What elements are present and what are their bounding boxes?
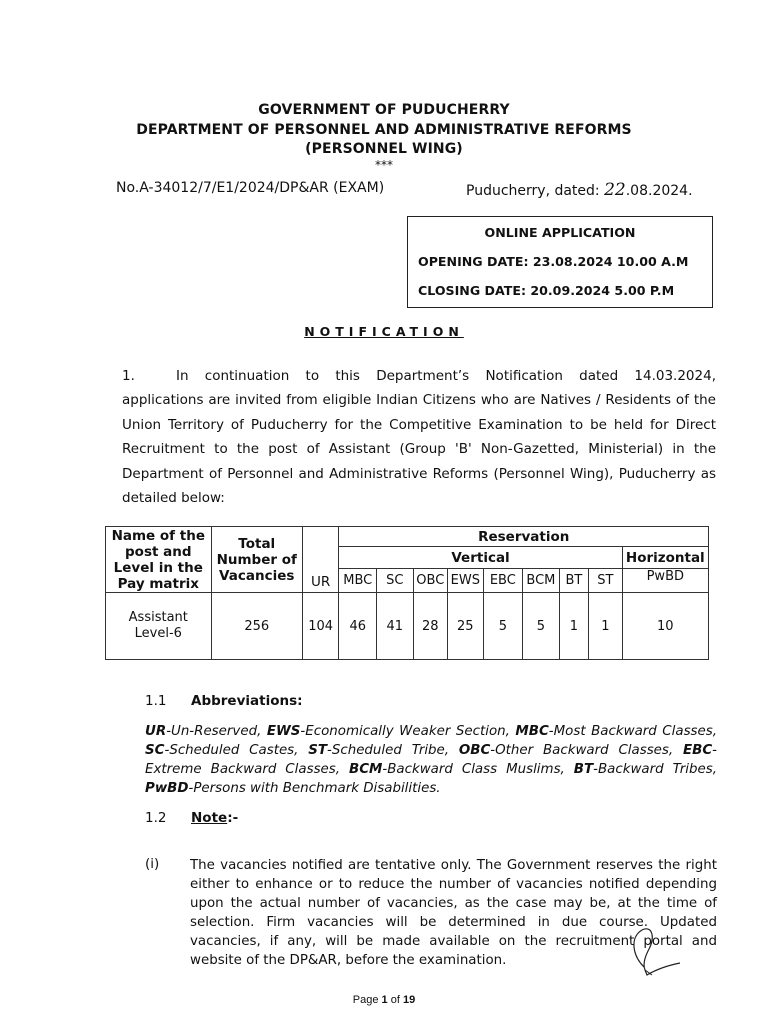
- vacancy-table: [105, 526, 709, 660]
- header-ebc: EBC: [483, 569, 523, 593]
- abbreviation-term: OBC: [458, 743, 491, 758]
- header-mbc: MBC: [339, 569, 377, 593]
- cell-ews: 25: [448, 593, 484, 660]
- abbreviation-expansion: -Extreme Backward Classes,: [145, 743, 717, 777]
- header-obc: OBC: [413, 569, 448, 593]
- abbreviation-term: EBC: [682, 743, 713, 758]
- note-title-suffix: :-: [227, 810, 239, 826]
- footer-prefix: Page: [352, 994, 382, 1006]
- section-1-1-number: 1.1: [145, 693, 167, 709]
- signature-icon: [612, 925, 692, 985]
- header-pwbd: PwBD: [622, 569, 708, 593]
- dated-prefix: Puducherry, dated:: [466, 183, 605, 199]
- footer-middle: of: [387, 994, 403, 1006]
- abbreviation-expansion: -Most Backward Classes,: [548, 724, 718, 739]
- abbreviation-expansion: -Other Backward Classes,: [490, 743, 683, 758]
- header-ews: EWS: [448, 569, 484, 593]
- header-st: ST: [589, 569, 623, 593]
- abbreviation-expansion: -Persons with Benchmark Disabilities.: [188, 781, 441, 796]
- section-1-1-title: Abbreviations:: [191, 693, 303, 709]
- abbreviation-term: ST: [308, 743, 328, 758]
- cell-st: 1: [589, 593, 623, 660]
- cell-ur: 104: [302, 593, 339, 660]
- cell-post: [106, 593, 212, 660]
- cell-mbc: 46: [339, 593, 377, 660]
- dated-rest: .08.2024.: [625, 183, 693, 199]
- header-wing: (PERSONNEL WING): [305, 141, 463, 157]
- header-separator: ***: [375, 158, 393, 172]
- abbreviation-expansion: -Un-Reserved,: [166, 724, 267, 739]
- application-box-title: ONLINE APPLICATION: [484, 225, 636, 240]
- header-post-name: Name of the post and Level in the Pay matrix: [106, 527, 212, 593]
- header-ur: UR: [302, 527, 339, 593]
- abbreviations-text: [145, 722, 717, 798]
- paragraph-number: 1.: [122, 368, 135, 384]
- dated-day-handwritten: 22: [604, 180, 626, 200]
- header-bcm: BCM: [523, 569, 560, 593]
- header-government: GOVERNMENT OF PUDUCHERRY: [258, 102, 510, 118]
- note-text: The vacancies notified are tentative only. The Government reserves the right either to enhance or to reduce the number of vacancies notified depending upon the actual number of vacancies, as the case may be, at the time of selection. Firm vacancies will be determined in due course. Updated vacancies, if any, will be made available on the recruitment portal and website of the DP&AR, before the examination.: [190, 858, 717, 968]
- cell-bcm: 5: [523, 593, 560, 660]
- opening-date: OPENING DATE: 23.08.2024 10.00 A.M: [418, 254, 689, 269]
- notification-heading: [0, 324, 768, 339]
- page-footer: [0, 994, 768, 1006]
- header-department: DEPARTMENT OF PERSONNEL AND ADMINISTRATIVE REFORMS: [136, 122, 632, 138]
- cell-obc: 28: [413, 593, 448, 660]
- paragraph-1: [122, 364, 716, 510]
- header-sc: SC: [377, 569, 414, 593]
- abbreviation-term: BT: [573, 762, 594, 777]
- cell-ebc: 5: [483, 593, 523, 660]
- header-reservation: Reservation: [339, 527, 709, 547]
- header-total-vacancies: Total Number of Vacancies: [211, 527, 302, 593]
- abbreviation-expansion: -Scheduled Tribe,: [327, 743, 459, 758]
- total-pages: 19: [402, 994, 416, 1006]
- current-page: 1: [381, 994, 388, 1006]
- table-row: [106, 593, 709, 660]
- abbreviation-term: SC: [145, 743, 165, 758]
- abbreviation-expansion: -Economically Weaker Section,: [300, 724, 516, 739]
- cell-pwbd: 10: [622, 593, 708, 660]
- note-title: Note: [191, 810, 228, 826]
- abbreviation-term: BCM: [349, 762, 383, 777]
- reference-number: No.A-34012/7/E1/2024/DP&AR (EXAM): [116, 180, 385, 196]
- abbreviation-expansion: -Backward Class Muslims,: [382, 762, 574, 777]
- abbreviation-expansion: -Backward Tribes,: [593, 762, 717, 777]
- cell-sc: 41: [377, 593, 414, 660]
- section-1-2-title: [191, 810, 238, 826]
- reference-date: [466, 180, 693, 200]
- abbreviation-term: PwBD: [145, 781, 189, 796]
- abbreviation-term: EWS: [266, 724, 301, 739]
- header-horizontal: Horizontal: [622, 547, 708, 569]
- cell-total: 256: [211, 593, 302, 660]
- online-application-box: [407, 216, 713, 308]
- notification-heading-text: NOTIFICATION: [304, 324, 464, 339]
- abbreviation-expansion: -Scheduled Castes,: [164, 743, 309, 758]
- post-level: Level-6: [134, 626, 182, 641]
- note-marker: (i): [145, 856, 160, 872]
- paragraph-text: In continuation to this Department’s Notification dated 14.03.2024, applications are invited from eligible Indian Citizens who are Natives / Residents of the Union Territory of Puducherry for the Competitive Examination to be held for Direct Recruitment to the post of Assistant (Group 'B' Non-Gazetted, Ministerial) in the Department of Personnel and Administrative Reforms (Personnel Wing), Puducherry as detailed below:: [122, 368, 716, 507]
- header-vertical: Vertical: [339, 547, 622, 569]
- abbreviation-term: MBC: [515, 724, 549, 739]
- cell-bt: 1: [559, 593, 588, 660]
- abbreviation-term: UR: [145, 724, 167, 739]
- section-1-2-number: 1.2: [145, 810, 167, 826]
- post-name: Assistant: [128, 610, 188, 625]
- header-bt: BT: [559, 569, 588, 593]
- closing-date: CLOSING DATE: 20.09.2024 5.00 P.M: [418, 283, 675, 298]
